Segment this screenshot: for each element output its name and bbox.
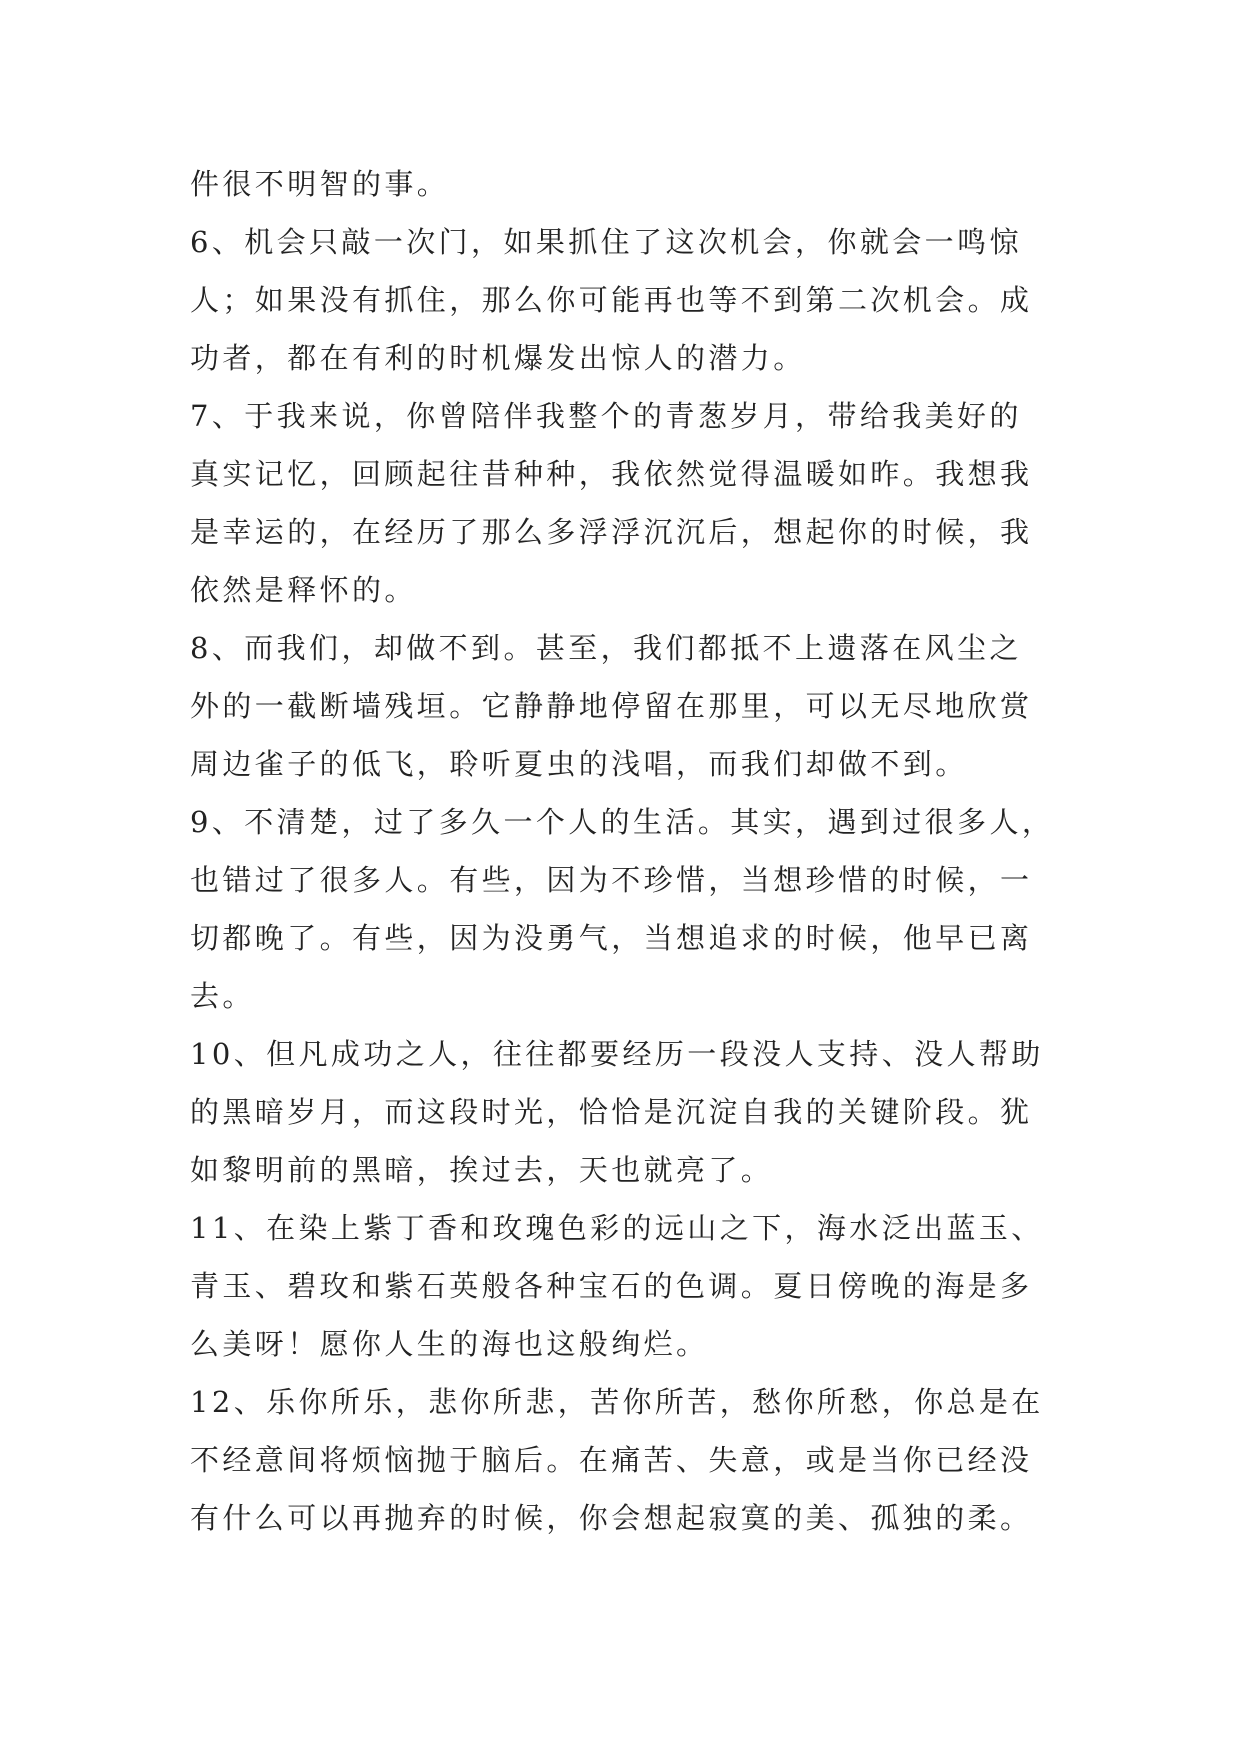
text-line: 的黑暗岁月，而这段时光，恰恰是沉淀自我的关键阶段。犹 — [190, 1095, 1033, 1129]
text-line: 去。 — [190, 979, 255, 1013]
text-line: 功者，都在有利的时机爆发出惊人的潜力。 — [190, 341, 806, 375]
text-line: 是幸运的，在经历了那么多浮浮沉沉后，想起你的时候，我 — [190, 515, 1033, 549]
document-body — [190, 155, 1090, 1547]
text-line: 不经意间将烦恼抛于脑后。在痛苦、失意，或是当你已经没 — [190, 1443, 1033, 1477]
text-line: 依然是释怀的。 — [190, 573, 417, 607]
text-line: 外的一截断墙残垣。它静静地停留在那里，可以无尽地欣赏 — [190, 689, 1033, 723]
text-line: 周边雀子的低飞，聆听夏虫的浅唱，而我们却做不到。 — [190, 747, 968, 781]
text-line: 么美呀！愿你人生的海也这般绚烂。 — [190, 1327, 709, 1361]
text-line: 12、乐你所乐，悲你所悲，苦你所苦，愁你所愁，你总是在 — [190, 1385, 1044, 1419]
text-line: 8、而我们，却做不到。甚至，我们都抵不上遗落在风尘之 — [190, 631, 1022, 665]
text-line: 切都晚了。有些，因为没勇气，当想追求的时候，他早已离 — [190, 921, 1033, 955]
text-line: 6、机会只敲一次门，如果抓住了这次机会，你就会一鸣惊 — [190, 225, 1022, 259]
text-line: 人；如果没有抓住，那么你可能再也等不到第二次机会。成 — [190, 283, 1033, 317]
text-line: 10、但凡成功之人，往往都要经历一段没人支持、没人帮助 — [190, 1037, 1044, 1071]
text-line: 如黎明前的黑暗，挨过去，天也就亮了。 — [190, 1153, 774, 1187]
text-line: 11、在染上紫丁香和玫瑰色彩的远山之下，海水泛出蓝玉、 — [190, 1211, 1044, 1245]
text-line: 真实记忆，回顾起往昔种种，我依然觉得温暖如昨。我想我 — [190, 457, 1033, 491]
text-line: 7、于我来说，你曾陪伴我整个的青葱岁月，带给我美好的 — [190, 399, 1022, 433]
text-line: 也错过了很多人。有些，因为不珍惜，当想珍惜的时候，一 — [190, 863, 1033, 897]
text-line: 有什么可以再抛弃的时候，你会想起寂寞的美、孤独的柔。 — [190, 1501, 1033, 1535]
text-line: 青玉、碧玫和紫石英般各种宝石的色调。夏日傍晚的海是多 — [190, 1269, 1033, 1303]
text-line: 件很不明智的事。 — [190, 167, 450, 201]
text-line: 9、不清楚，过了多久一个人的生活。其实，遇到过很多人， — [190, 805, 1055, 839]
